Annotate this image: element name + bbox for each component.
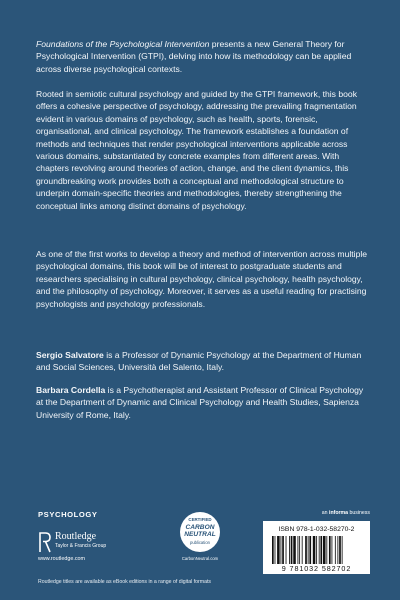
publisher-url: www.routledge.com	[38, 556, 86, 562]
isbn-number: ISBN 978-1-032-58270-2	[278, 526, 355, 533]
badge-url: CarbonNeutral.com	[181, 556, 219, 561]
informa-prefix: an	[321, 510, 328, 516]
subject-label: PSYCHOLOGY	[38, 510, 98, 519]
routledge-mark-icon	[38, 531, 52, 553]
carbon-neutral-icon	[180, 512, 220, 552]
author-bio-1	[36, 349, 370, 374]
description-text: Rooted in semiotic cultural psychology and guided by the GTPI framework, this book offers a cohesive perspective of psychology, addressing the prevailing fragmentation evident in various domains of psychology, such as health, sports, forensic, organisational, and clinical psychology. The framework establishes a foundation of methods and techniques that render psychological interventions applicable across various domains, substantiated by concrete examples from different areas. With chapters revolving around theories of action, change, and the client dynamics, this groundbreaking work provides both a conceptual and methodological structure to underpin domain-specific theories and methodologies, thereby strengthening the conceptual links among distinct domains of psychology.	[36, 89, 357, 211]
isbn-barcode	[263, 521, 370, 574]
author-bio-text: is a Psychotherapist and Assistant Professor of Clinical Psychology at the Department of Dynamic and Clinical Psychology and Health Studies, Sapienza University of Rome, Italy.	[36, 385, 364, 420]
barcode-bars-icon	[272, 536, 364, 564]
informa-suffix: business	[349, 510, 370, 516]
badge-neutral: NEUTRAL	[184, 531, 216, 538]
intro-paragraph	[36, 38, 370, 75]
badge-certified: CERTIFIED	[188, 517, 212, 522]
author-bio-2	[36, 384, 370, 421]
intro-text: presents a new General Theory for Psychological Intervention (GTPI), delving into how its methodology can be applied across diverse psychological contexts.	[36, 39, 352, 74]
informa-tagline	[290, 510, 370, 516]
publisher-group: Taylor & Francis Group	[55, 543, 107, 549]
carbon-neutral-badge	[178, 512, 224, 570]
ebook-note: Routledge titles are available as eBook editions in a range of digital formats	[38, 579, 212, 585]
informa-brand: informa	[329, 510, 349, 516]
audience-paragraph	[36, 248, 370, 310]
barcode-digits: 9 781032 582702	[281, 564, 352, 573]
publisher-name: Routledge	[55, 531, 97, 542]
book-title: Foundations of the Psychological Intervention	[36, 39, 210, 49]
publisher-logo	[38, 530, 118, 562]
badge-carbon: CARBON	[185, 524, 215, 531]
author-bio-text: is a Professor of Dynamic Psychology at the Department of Human and Social Sciences, Università del Salento, Italy.	[36, 350, 362, 373]
author-name: Sergio Salvatore	[36, 350, 104, 360]
audience-text: As one of the first works to develop a theory and method of intervention across multiple psychological domains, this book will be of interest to postgraduate students and researchers specialising in cultural psychology, clinical psychology, health psychology, and the philosophy of psychology. Moreover, it serves as a useful reading for practising psychologists and psychology professionals.	[36, 249, 368, 309]
author-name: Barbara Cordella	[36, 385, 106, 395]
badge-publication: publication	[189, 540, 211, 545]
description-paragraph	[36, 88, 370, 212]
